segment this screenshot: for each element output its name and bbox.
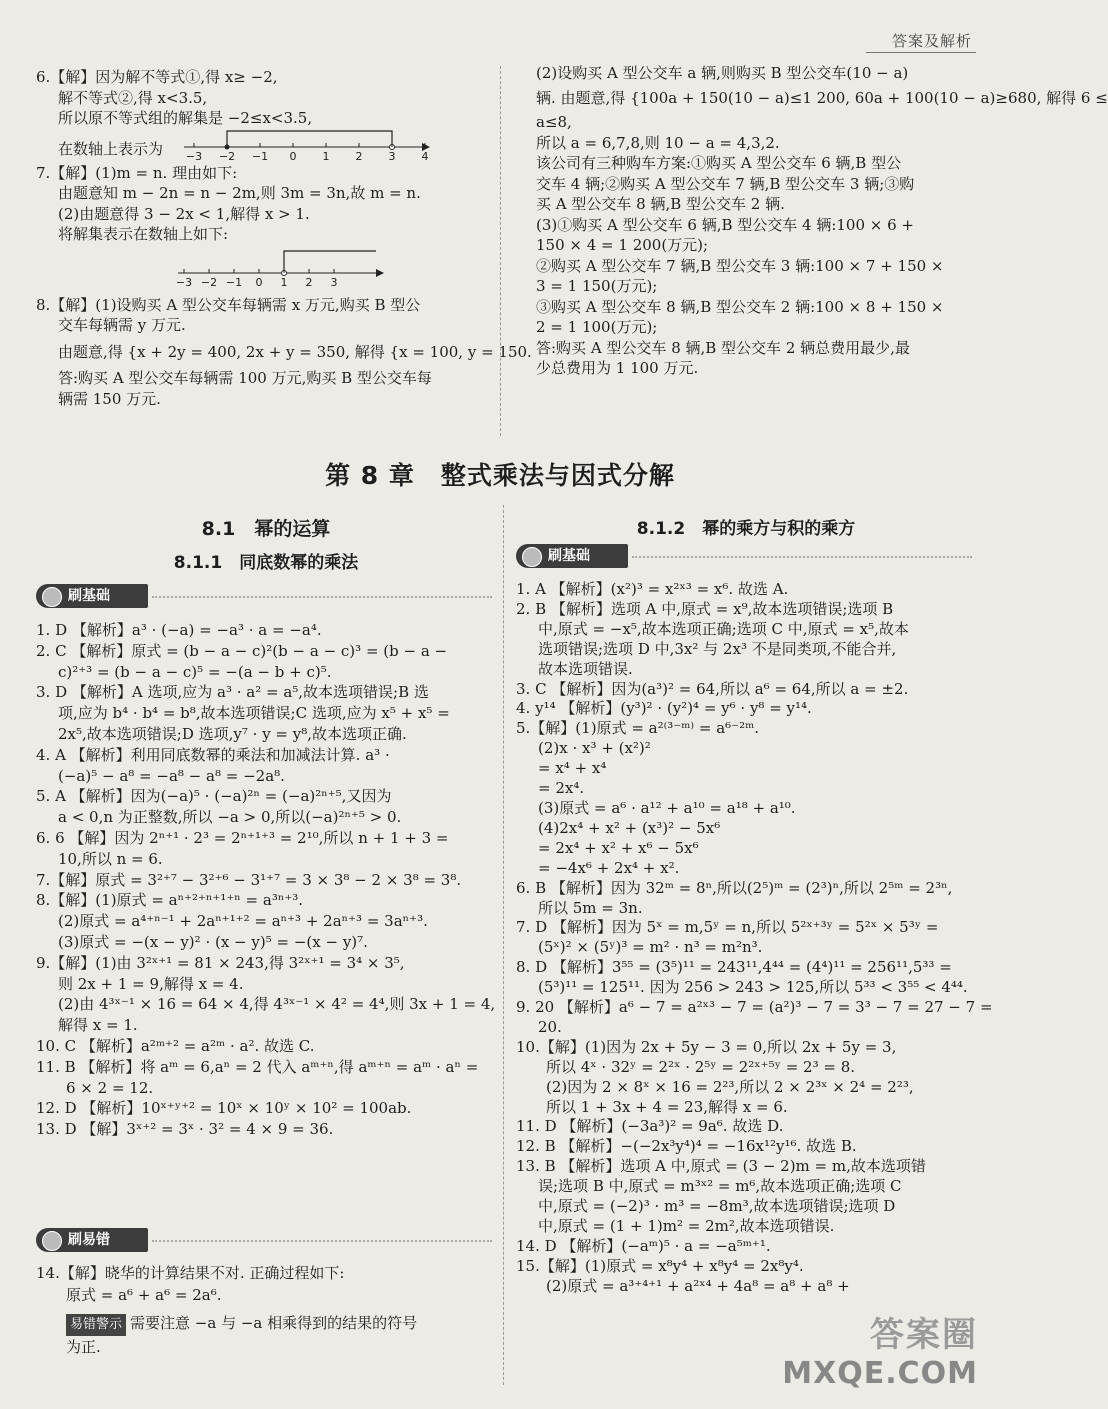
text-line: 答:购买 A 型公交车每辆需 100 万元,购买 B 型公交车每 (58, 369, 432, 387)
tick-label: 1 (280, 275, 288, 289)
text-line: a≤8, (536, 113, 572, 131)
bottom-left-error (36, 1262, 496, 1358)
answer-line: 故本选项错误. (538, 659, 633, 678)
text-line: 所以原不等式组的解集是 −2≤x<3.5, (58, 109, 313, 127)
number-line-row-1 (36, 129, 476, 163)
answer-line: 5.【解】(1)原式 = a²⁽³⁻ᵐ⁾ = a⁶⁻²ᵐ. (516, 719, 760, 738)
tag-basic-right (516, 544, 628, 568)
tick-label: 1 (322, 149, 330, 163)
answer-line: (2)原式 = a³⁺⁴⁺¹ + a²ˣ⁴ + 4a⁸ = a⁸ + a⁸ + (546, 1276, 850, 1295)
tick-label: 2 (305, 275, 313, 289)
answer-line: (2)原式 = a⁴⁺ⁿ⁻¹ + 2aⁿ⁺¹⁺² = aⁿ⁺³ + 2aⁿ⁺³ = 3aⁿ⁺³. (58, 912, 428, 931)
tick-label: −1 (251, 149, 269, 163)
tick-label: 3 (388, 149, 396, 163)
text-line: 答:购买 A 型公交车 8 辆,B 型公交车 2 辆总费用最少,最 (536, 338, 910, 357)
text-line: 辆. 由题意,得 {100a + 150(10 − a)≤1 200, 60a + 100(10 − a)≥680, 解得 6 ≤ (536, 88, 1108, 107)
text-line: 将解集表示在数轴上如下: (58, 225, 229, 243)
answer-line: 15.【解】(1)原式 = x⁸y⁴ + x⁸y⁴ = 2x⁸y⁴. (516, 1256, 804, 1275)
answer-line: 10.【解】(1)因为 2x + 5y − 3 = 0,所以 2x + 5y = 3, (516, 1037, 897, 1056)
answer-line: 9. 20 【解析】a⁶ − 7 = a²ˣ³ − 7 = (a²)³ − 7 = 3³ − 7 = 27 − 7 = (516, 998, 993, 1017)
answer-line: 7. D 【解析】因为 5ˣ = m,5ʸ = n,所以 5²ˣ⁺³ʸ = 5²ˣ × 5³ʸ = (516, 918, 939, 937)
watermark-line-1: 答案圈 (870, 1315, 978, 1355)
text-line: 150 × 4 = 1 200(万元); (536, 236, 709, 254)
answer-line: 2x⁵,故本选项错误;D 选项,y⁷ · y = y⁸,故本选项正确. (58, 724, 407, 743)
answer-line: (2)因为 2 × 8ˣ × 16 = 2²³,所以 2 × 2³ˣ × 2⁴ = 2²³, (546, 1077, 914, 1096)
answer-line: = −4x⁶ + 2x⁴ + x². (538, 858, 680, 877)
answer-line: 6. 6 【解】因为 2ⁿ⁺¹ · 2³ = 2ⁿ⁺¹⁺³ = 2¹⁰,所以 n + 1 + 3 = (36, 828, 449, 847)
header-label: 答案及解析 (891, 32, 972, 50)
answer-line: 12. B 【解析】−(−2x³y⁴)⁴ = −16x¹²y¹⁶. 故选 B. (516, 1137, 857, 1156)
column-divider-bottom (503, 505, 504, 1385)
text-line: 交车每辆需 y 万元. (58, 316, 186, 334)
answer-line: (4)2x⁴ + x² + (x³)² − 5x⁶ (538, 818, 721, 837)
answer-line: 10. C 【解析】a²ᵐ⁺² = a²ᵐ · a². 故选 C. (36, 1036, 315, 1055)
answer-line: 所以 4ˣ · 32ʸ = 2²ˣ · 2⁵ʸ = 2²ˣ⁺⁵ʸ = 2³ = 8. (546, 1057, 856, 1076)
text-line: 由题意知 m − 2n = n − 2m,则 3m = 3n,故 m = n. (58, 184, 421, 202)
answer-line: 13. B 【解析】选项 A 中,原式 = (3 − 2)m = m,故本选项错 (516, 1157, 926, 1176)
answer-line: 中,原式 = (1 + 1)m² = 2m²,故本选项错误. (538, 1217, 835, 1235)
bottom-right-basic (516, 580, 993, 1297)
answer-line: (3)原式 = a⁶ · a¹² + a¹⁰ = a¹⁸ + a¹⁰. (538, 798, 796, 817)
text-line: 3 = 1 150(万元); (536, 277, 658, 295)
watermark (782, 1307, 978, 1391)
tick-label: −2 (218, 149, 236, 163)
answer-line: 13. D 【解】3ˣ⁺² = 3ˣ · 3² = 4 × 9 = 36. (36, 1120, 334, 1139)
tag-label: 刷易错 (68, 1232, 110, 1248)
answer-line: (2)x · x³ + (x²)² (538, 739, 651, 758)
answer-line: 4. A 【解析】利用同底数幂的乘法和加减法计算. a³ · (36, 745, 390, 764)
answer-line: 2. C 【解析】原式 = (b − a − c)²(b − a − c)³ = (b − a − (36, 641, 448, 660)
text-line: 解不等式②,得 x<3.5, (58, 88, 208, 107)
text-line: ③购买 A 型公交车 8 辆,B 型公交车 2 辆:100 × 8 + 150 × (536, 297, 944, 316)
answer-line: 7.【解】原式 = 3²⁺⁷ − 3²⁺⁶ − 3¹⁺⁷ = 3 × 3⁸ − 2 × 3⁸ = 3⁸. (36, 870, 462, 889)
chapter-title: 第 8 章 整式乘法与因式分解 (325, 461, 675, 490)
text-line: (3)①购买 A 型公交车 6 辆,B 型公交车 4 辆:100 × 6 + (536, 215, 915, 234)
header-rule (866, 52, 976, 53)
bottom-left-basic (36, 620, 496, 1140)
tag-error (36, 1228, 148, 1252)
text-line: 辆需 150 万元. (58, 389, 161, 408)
text-line: 买 A 型公交车 8 辆,B 型公交车 2 辆. (536, 195, 785, 213)
tick-label: 2 (355, 149, 363, 163)
warning-text: 需要注意 −a 与 −a 相乘得到的结果的符号 (130, 1314, 418, 1332)
text-line: 少总费用为 1 100 万元. (536, 359, 699, 377)
answer-line: 原式 = a⁶ + a⁶ = 2a⁶. (66, 1286, 222, 1304)
tag-basic-left (36, 584, 148, 608)
column-divider-top (500, 66, 501, 436)
answer-line: 则 2x + 1 = 9,解得 x = 4. (58, 974, 244, 993)
answer-line: = 2x⁴ + x² + x⁶ − 5x⁶ (538, 838, 699, 857)
answer-line: 所以 5m = 3n. (538, 898, 643, 917)
tag-label: 刷基础 (548, 548, 590, 564)
answer-line: 项,应为 b⁴ · b⁴ = b⁸,故本选项错误;C 选项,应为 x⁵ + x⁵ = (58, 704, 450, 723)
answer-line: 14. D 【解析】(−aᵐ)⁵ · a = −a⁵ᵐ⁺¹. (516, 1236, 771, 1255)
answer-line: 6 × 2 = 12. (66, 1078, 154, 1097)
answer-line: c)²⁺³ = (b − a − c)⁵ = −(a − b + c)⁵. (58, 662, 332, 681)
answer-line: 解得 x = 1. (58, 1016, 138, 1035)
number-line-1 (182, 125, 432, 165)
answer-line: 8.【解】(1)原式 = aⁿ⁺²⁺ⁿ⁺¹⁺ⁿ = a³ⁿ⁺³. (36, 891, 304, 910)
answer-line: 中,原式 = (−2)³ · m³ = −8m³,故本选项错误;选项 D (538, 1197, 896, 1216)
answer-line: 为正. (66, 1338, 101, 1356)
answer-line: 4. y¹⁴ 【解析】(y³)² · (y²)⁴ = y⁶ · y⁸ = y¹⁴. (516, 699, 812, 718)
tick-label: 4 (421, 149, 429, 163)
brush-icon (522, 547, 542, 567)
number-line-row-2 (36, 245, 476, 289)
section-heading-8-1-1: 8.1.1 同底数幂的乘法 (173, 553, 359, 573)
answer-line: (−a)⁵ − a⁸ = −a⁸ − a⁸ = −2a⁸. (58, 766, 285, 785)
warning-badge: 易错警示 (66, 1314, 126, 1336)
answer-line: 10,所以 n = 6. (58, 849, 163, 868)
tick-label: 3 (330, 275, 338, 289)
text-line: (2)由题意得 3 − 2x < 1,解得 x > 1. (58, 204, 310, 223)
answer-line: 误;选项 B 中,原式 = m³ˣ² = m⁶,故本选项正确;选项 C (538, 1177, 902, 1196)
answer-line: 2. B 【解析】选项 A 中,原式 = x⁹,故本选项错误;选项 B (516, 599, 894, 618)
section-heading-8-1: 8.1 幂的运算 (201, 518, 331, 540)
brush-icon (42, 1231, 62, 1251)
answer-line: = x⁴ + x⁴ (538, 759, 607, 778)
text-line: 所以 a = 6,7,8,则 10 − a = 4,3,2. (536, 133, 780, 152)
answer-line: 3. C 【解析】因为(a³)² = 64,所以 a⁶ = 64,所以 a = ±2. (516, 679, 909, 698)
answer-line: 14.【解】晓华的计算结果不对. 正确过程如下: (36, 1264, 345, 1282)
answer-line: (5³)¹¹ = 125¹¹. 因为 256 > 243 > 125,所以 5³³ < 3⁵⁵ < 4⁴⁴. (538, 978, 968, 997)
answer-line: 1. A 【解析】(x²)³ = x²ˣ³ = x⁶. 故选 A. (516, 580, 789, 598)
answer-line: 11. B 【解析】将 aᵐ = 6,aⁿ = 2 代入 aᵐ⁺ⁿ,得 aᵐ⁺ⁿ = aᵐ · aⁿ = (36, 1057, 479, 1076)
answer-line: 所以 1 + 3x + 4 = 23,解得 x = 6. (546, 1097, 788, 1116)
tick-label: 0 (289, 149, 297, 163)
tag-rule (152, 596, 492, 598)
answer-line: (2)由 4³ˣ⁻¹ × 16 = 64 × 4,得 4³ˣ⁻¹ × 4² = 4⁴,则 3x + 1 = 4, (58, 995, 496, 1014)
answer-line: 选项错误;选项 D 中,3x² 与 2x³ 不是同类项,不能合并, (538, 639, 897, 658)
answer-line: 20. (538, 1017, 562, 1036)
answer-line: 5. A 【解析】因为(−a)⁵ · (−a)²ⁿ = (−a)²ⁿ⁺⁵,又因为 (36, 787, 392, 806)
text-line: 在数轴上表示为 (58, 139, 164, 158)
tick-label: −2 (200, 275, 218, 289)
tick-label: −1 (225, 275, 243, 289)
number-line-2 (176, 245, 386, 289)
text-line: 8.【解】(1)设购买 A 型公交车每辆需 x 万元,购买 B 型公 (36, 295, 421, 314)
watermark-line-2: MXQE.COM (782, 1356, 978, 1391)
tag-rule (632, 556, 972, 558)
answer-line: 12. D 【解析】10ˣ⁺ʸ⁺² = 10ˣ × 10ʸ × 10² = 100ab. (36, 1099, 412, 1118)
top-right-column (536, 63, 1108, 379)
tick-label: −3 (175, 275, 193, 289)
answer-line: 9.【解】(1)由 3²ˣ⁺¹ = 81 × 243,得 3²ˣ⁺¹ = 3⁴ × 3⁵, (36, 953, 405, 972)
answer-line: 6. B 【解析】因为 32ᵐ = 8ⁿ,所以(2⁵)ᵐ = (2³)ⁿ,所以 2⁵ᵐ = 2³ⁿ, (516, 878, 953, 897)
tag-rule (152, 1240, 492, 1242)
text-line: 6.【解】因为解不等式①,得 x≥ −2, (36, 68, 278, 86)
text-line: 由题意,得 {x + 2y = 400, 2x + y = 350, 解得 {x = 100, y = 150. (58, 342, 532, 361)
top-left-column (36, 67, 532, 409)
answer-line: 8. D 【解析】3⁵⁵ = (3⁵)¹¹ = 243¹¹,4⁴⁴ = (4⁴)¹¹ = 256¹¹,5³³ = (516, 958, 952, 977)
answer-line: = 2x⁴. (538, 779, 585, 798)
answer-line: (3)原式 = −(x − y)² · (x − y)⁵ = −(x − y)⁷. (58, 932, 368, 951)
tick-label: −3 (185, 149, 203, 163)
answer-line: 1. D 【解析】a³ · (−a) = −a³ · a = −a⁴. (36, 621, 322, 639)
warning-line (36, 1312, 496, 1336)
answer-line: 3. D 【解析】A 选项,应为 a³ · a² = a⁵,故本选项错误;B 选 (36, 683, 429, 702)
text-line: 该公司有三种购车方案:①购买 A 型公交车 6 辆,B 型公 (536, 154, 902, 172)
brush-icon (42, 587, 62, 607)
tag-label: 刷基础 (68, 588, 110, 604)
text-line: (2)设购买 A 型公交车 a 辆,则购买 B 型公交车(10 − a) (536, 64, 909, 82)
answer-line: 11. D 【解析】(−3a³)² = 9a⁶. 故选 D. (516, 1117, 784, 1136)
text-line: ②购买 A 型公交车 7 辆,B 型公交车 3 辆:100 × 7 + 150 × (536, 256, 944, 275)
tick-label: 0 (255, 275, 263, 289)
answer-line: (5ˣ)² × (5ʸ)³ = m² · n³ = m²n³. (538, 938, 763, 957)
text-line: 7.【解】(1)m = n. 理由如下: (36, 163, 238, 182)
section-heading-8-1-2: 8.1.2 幂的乘方与积的乘方 (636, 519, 856, 539)
text-line: 交车 4 辆;②购买 A 型公交车 7 辆,B 型公交车 3 辆;③购 (536, 174, 915, 193)
text-line: 2 = 1 100(万元); (536, 318, 658, 336)
answer-line: a < 0,n 为正整数,所以 −a > 0,所以(−a)²ⁿ⁺⁵ > 0. (58, 808, 402, 827)
answer-line: 中,原式 = −x⁵,故本选项正确;选项 C 中,原式 = x⁵,故本 (538, 619, 909, 638)
